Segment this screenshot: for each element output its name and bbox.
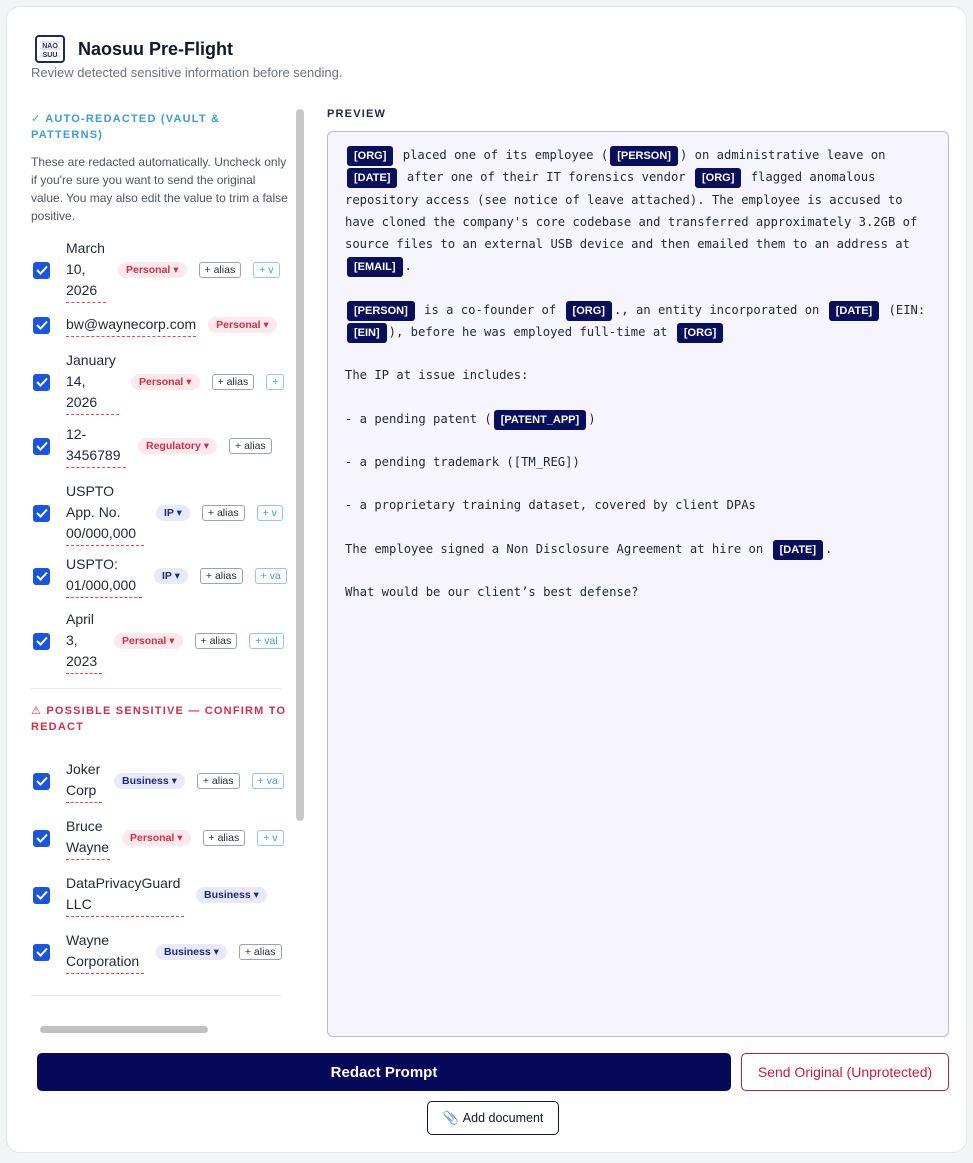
detections-panel[interactable] — [31, 103, 299, 1033]
detected-value[interactable]: DataPrivacyGuard LLC — [66, 873, 184, 917]
add-document-button[interactable] — [427, 1101, 559, 1135]
preview-paragraph: [ORG] placed one of its employee ( [PERSON] ) on administrative leave on [DATE] after one of their IT forensics vendor [ORG] flagged anomalous repository access (see notice of leave attached). The employee is accused to have cloned the company's core codebase and transferred approximately 3.2GB of source files to an external USB device and then emailed them to an address at [EMAIL] . — [345, 144, 932, 278]
add-alias-button[interactable]: + alias — [202, 505, 245, 521]
detection-item — [31, 555, 289, 597]
redact-checkbox[interactable] — [33, 317, 50, 334]
placeholder-org: [ORG] — [677, 323, 723, 343]
detection-item — [31, 482, 289, 544]
possible-sensitive-heading: ⚠ POSSIBLE SENSITIVE — CONFIRM TO REDACT — [31, 705, 287, 733]
section-divider — [31, 688, 281, 689]
redact-checkbox[interactable] — [33, 633, 50, 650]
add-alias-button[interactable]: + alias — [199, 262, 242, 278]
placeholder-org: [ORG] — [695, 168, 741, 188]
detected-value[interactable]: USPTO App. No. 00/000,000 — [66, 481, 144, 546]
redact-checkbox[interactable] — [33, 887, 50, 904]
category-tag[interactable]: Personal ▾ — [131, 374, 200, 390]
preview-paragraph: What would be our client’s best defense? — [345, 584, 639, 599]
detected-value[interactable]: 12-3456789 — [66, 424, 126, 468]
redact-checkbox[interactable] — [33, 262, 50, 279]
category-tag[interactable]: IP ▾ — [156, 505, 190, 521]
placeholder-date: [DATE] — [347, 168, 397, 188]
preview-paragraph: The IP at issue includes: — [345, 368, 529, 383]
app-subtitle: Review detected sensitive information before sending. — [31, 65, 343, 80]
add-alias-button[interactable]: + alias — [229, 438, 272, 454]
app-title: Naosuu Pre-Flight — [78, 38, 234, 59]
preview-paragraph: - a pending patent ( [PATENT_APP] ) — [345, 408, 932, 430]
detected-value[interactable]: January 14, 2026 — [66, 350, 119, 415]
redact-checkbox[interactable] — [33, 944, 50, 961]
category-tag[interactable]: Regulatory ▾ — [138, 438, 217, 454]
detection-item — [31, 425, 289, 467]
add-alias-button[interactable]: + alias — [212, 374, 255, 390]
add-value-button[interactable]: + va — [255, 568, 287, 584]
naosuu-logo — [35, 35, 65, 63]
svg-text:SUU: SUU — [42, 52, 58, 59]
add-document-label: Add document — [462, 1111, 544, 1125]
add-value-button[interactable]: + — [266, 374, 284, 390]
add-alias-button[interactable]: + alias — [239, 944, 282, 960]
detected-value[interactable]: Joker Corp — [66, 759, 102, 803]
category-tag[interactable]: Personal ▾ — [208, 317, 277, 333]
preview-paragraph: The employee signed a Non Disclosure Agreement at hire on [DATE] . — [345, 538, 932, 560]
detection-item — [31, 760, 289, 802]
redact-prompt-button[interactable]: Redact Prompt — [37, 1053, 731, 1091]
detection-item — [31, 817, 289, 859]
auto-redacted-description: These are redacted automatically. Uncheck only if you're sure you want to send the original value. You may also edit the value to trim a false positive. — [31, 155, 288, 223]
redact-checkbox[interactable] — [33, 773, 50, 790]
svg-text:NAO: NAO — [42, 43, 58, 50]
redact-checkbox[interactable] — [33, 505, 50, 522]
preflight-card — [6, 6, 967, 1153]
category-tag[interactable]: Personal ▾ — [122, 830, 191, 846]
add-value-button[interactable]: + val — [249, 633, 283, 649]
header — [35, 35, 233, 63]
redact-checkbox[interactable] — [33, 830, 50, 847]
category-tag[interactable]: Personal ▾ — [114, 633, 183, 649]
preview-label: PREVIEW — [327, 108, 387, 120]
add-value-button[interactable]: + va — [252, 773, 284, 789]
add-value-button[interactable]: + v — [257, 505, 283, 521]
placeholder-email: [EMAIL] — [347, 257, 403, 277]
add-value-button[interactable]: + v — [257, 830, 283, 846]
preview-paragraph: - a proprietary training dataset, covered by client DPAs — [345, 498, 756, 513]
placeholder-ein: [EIN] — [347, 323, 387, 343]
placeholder-date: [DATE] — [829, 301, 879, 321]
category-tag[interactable]: Personal ▾ — [118, 262, 187, 278]
category-tag[interactable]: Business ▾ — [156, 944, 227, 960]
preview-paragraph: [PERSON] is a co-founder of [ORG] ., an entity incorporated on [DATE] (EIN: [EIN] ), before he was employed full-time at [ORG] — [345, 299, 932, 344]
category-tag[interactable]: IP ▾ — [154, 568, 188, 584]
redact-checkbox[interactable] — [33, 438, 50, 455]
placeholder-person: [PERSON] — [610, 146, 678, 166]
placeholder-date: [DATE] — [773, 540, 823, 560]
detection-item — [31, 239, 289, 301]
detection-item — [31, 931, 289, 973]
detected-value[interactable]: USPTO: 01/000,000 — [66, 554, 142, 598]
placeholder-org: [ORG] — [566, 301, 612, 321]
detection-item — [31, 313, 289, 337]
detected-value[interactable]: bw@waynecorp.com — [66, 314, 196, 337]
detection-item — [31, 874, 289, 916]
detection-item — [31, 610, 289, 672]
preview-paragraph: - a pending trademark ([TM_REG]) — [345, 454, 580, 469]
add-value-button[interactable]: + v — [253, 262, 279, 278]
placeholder-org: [ORG] — [347, 146, 393, 166]
add-alias-button[interactable]: + alias — [197, 773, 240, 789]
send-original-button[interactable]: Send Original (Unprotected) — [741, 1053, 949, 1091]
horizontal-scrollbar[interactable] — [40, 1026, 208, 1033]
section-divider — [31, 995, 281, 996]
placeholder-patent-app: [PATENT_APP] — [494, 410, 586, 430]
detected-value[interactable]: April 3, 2023 — [66, 609, 102, 674]
category-tag[interactable]: Business ▾ — [196, 887, 267, 903]
add-alias-button[interactable]: + alias — [200, 568, 243, 584]
detection-item — [31, 351, 289, 413]
preview-text[interactable] — [327, 131, 949, 1037]
redact-checkbox[interactable] — [33, 374, 50, 391]
detected-value[interactable]: March 10, 2026 — [66, 238, 106, 303]
redact-checkbox[interactable] — [33, 568, 50, 585]
category-tag[interactable]: Business ▾ — [114, 773, 185, 789]
paperclip-icon: 📎 — [442, 1110, 459, 1125]
detected-value[interactable]: Bruce Wayne — [66, 816, 110, 860]
vertical-scrollbar[interactable] — [296, 109, 304, 821]
auto-redacted-heading: ✓ AUTO-REDACTED (VAULT & PATTERNS) — [31, 113, 221, 141]
detected-value[interactable]: Wayne Corporation — [66, 930, 144, 974]
placeholder-person: [PERSON] — [347, 301, 415, 321]
add-alias-button[interactable]: + alias — [203, 830, 246, 846]
add-alias-button[interactable]: + alias — [195, 633, 238, 649]
